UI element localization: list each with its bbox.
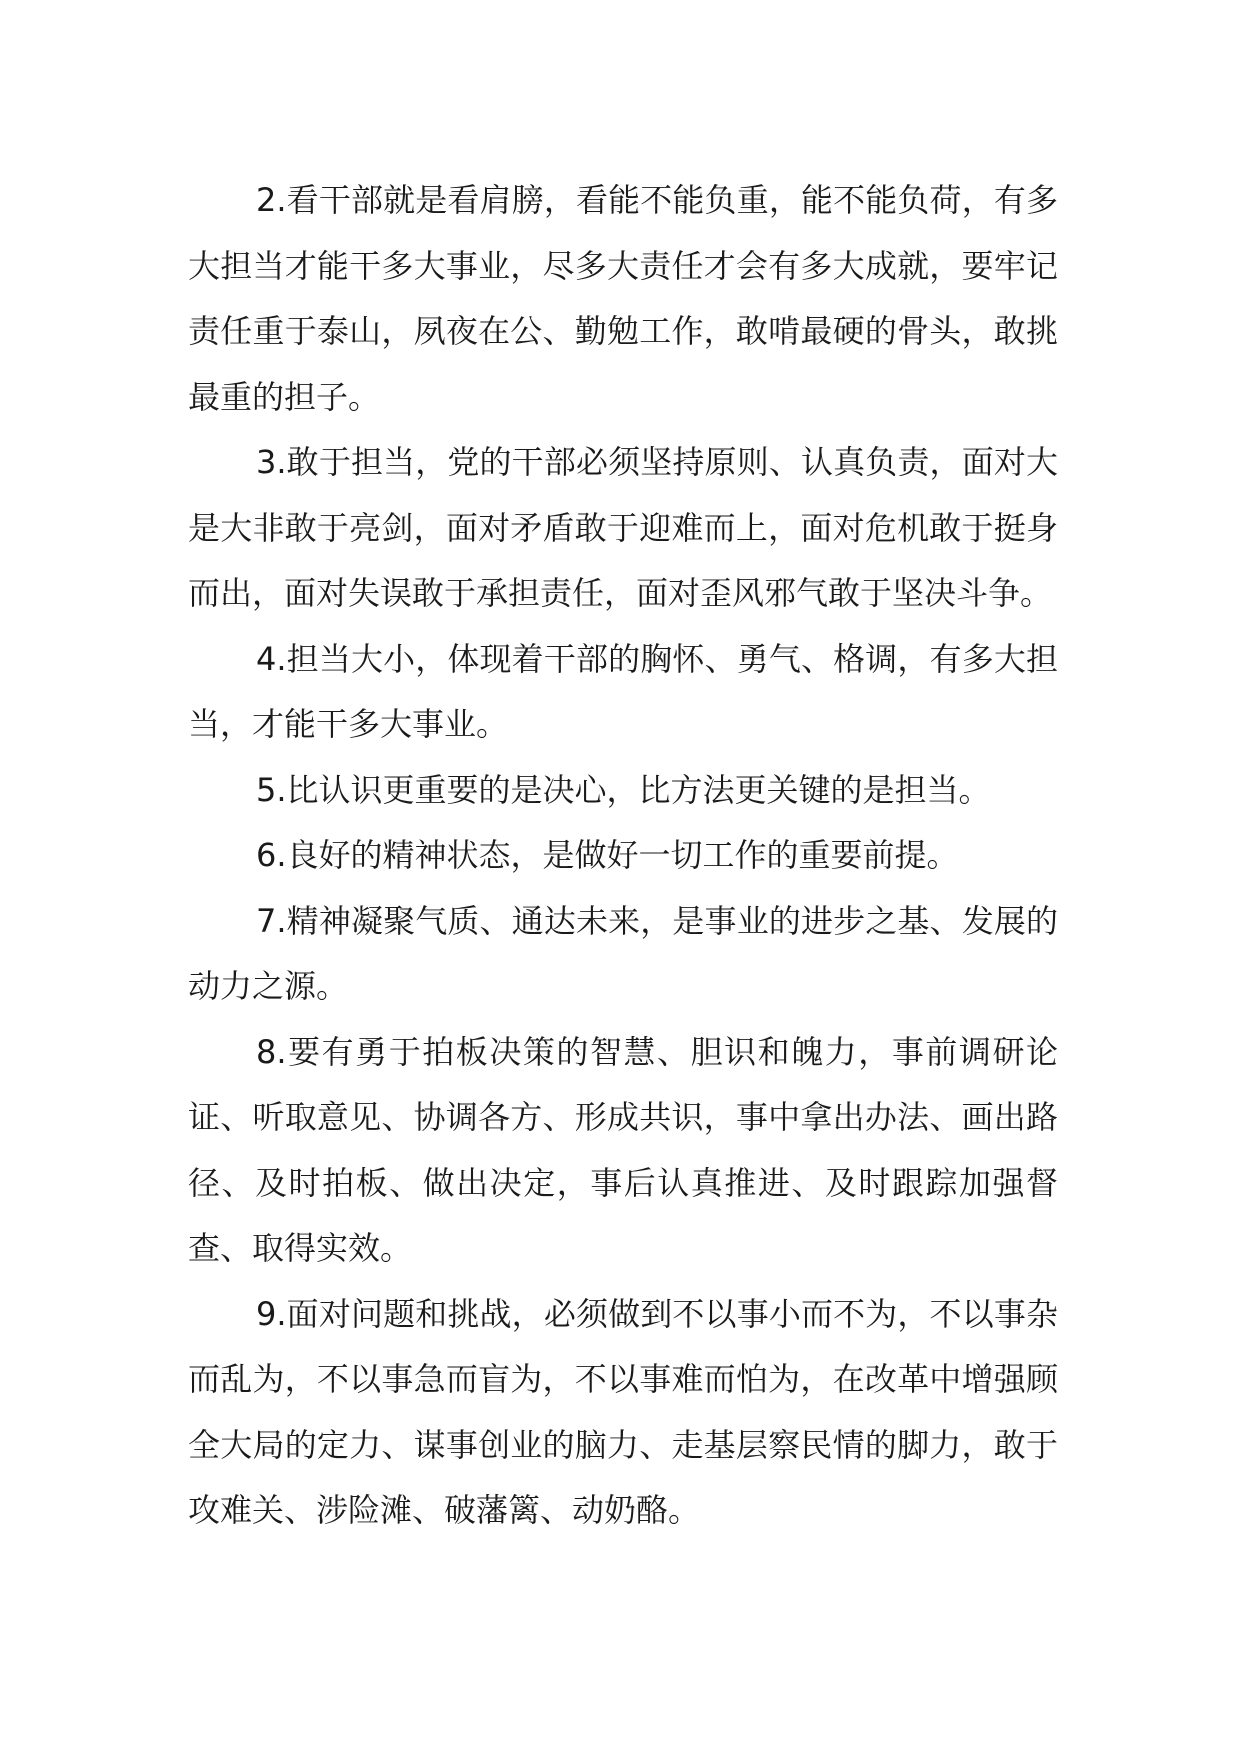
paragraph-5: 5.比认识更重要的是决心，比方法更关键的是担当。: [256, 770, 991, 809]
paragraph-4: 4.担当大小，体现着干部的胸怀、勇气、格调，有多大担当，才能干多大事业。: [188, 639, 1058, 743]
paragraph-6: 6.良好的精神状态，是做好一切工作的重要前提。: [256, 836, 959, 874]
paragraph-3: 3.敢于担当，党的干部必须坚持原则、认真负责，面对大是大非敢于亮剑，面对矛盾敢于迎难而上，面对危机敢于挺身而出，面对失误敢于承担责任，面对歪风邪气敢于坚决斗争。: [188, 443, 1058, 612]
paragraph-2: 2.看干部就是看肩膀，看能不能负重，能不能负荷，有多大担当才能干多大事业，尽多大责任才会有多大成就，要牢记责任重于泰山，夙夜在公、勤勉工作，敢啃最硬的骨头，敢挑最重的担子。: [188, 181, 1058, 416]
document-page: [188, 168, 1058, 1544]
paragraph-7: 7.精神凝聚气质、通达未来，是事业的进步之基、发展的动力之源。: [188, 901, 1058, 1005]
paragraph-8: 8.要有勇于拍板决策的智慧、胆识和魄力，事前调研论证、听取意见、协调各方、形成共识，事中拿出办法、画出路径、及时拍板、做出决定，事后认真推进、及时跟踪加强督查、取得实效。: [188, 1032, 1058, 1267]
paragraph-9: 9.面对问题和挑战，必须做到不以事小而不为，不以事杂而乱为，不以事急而盲为，不以事难而怕为，在改革中增强顾全大局的定力、谋事创业的脑力、走基层察民情的脚力，敢于攻难关、涉险滩、破藩篱、动奶酪。: [188, 1294, 1058, 1529]
